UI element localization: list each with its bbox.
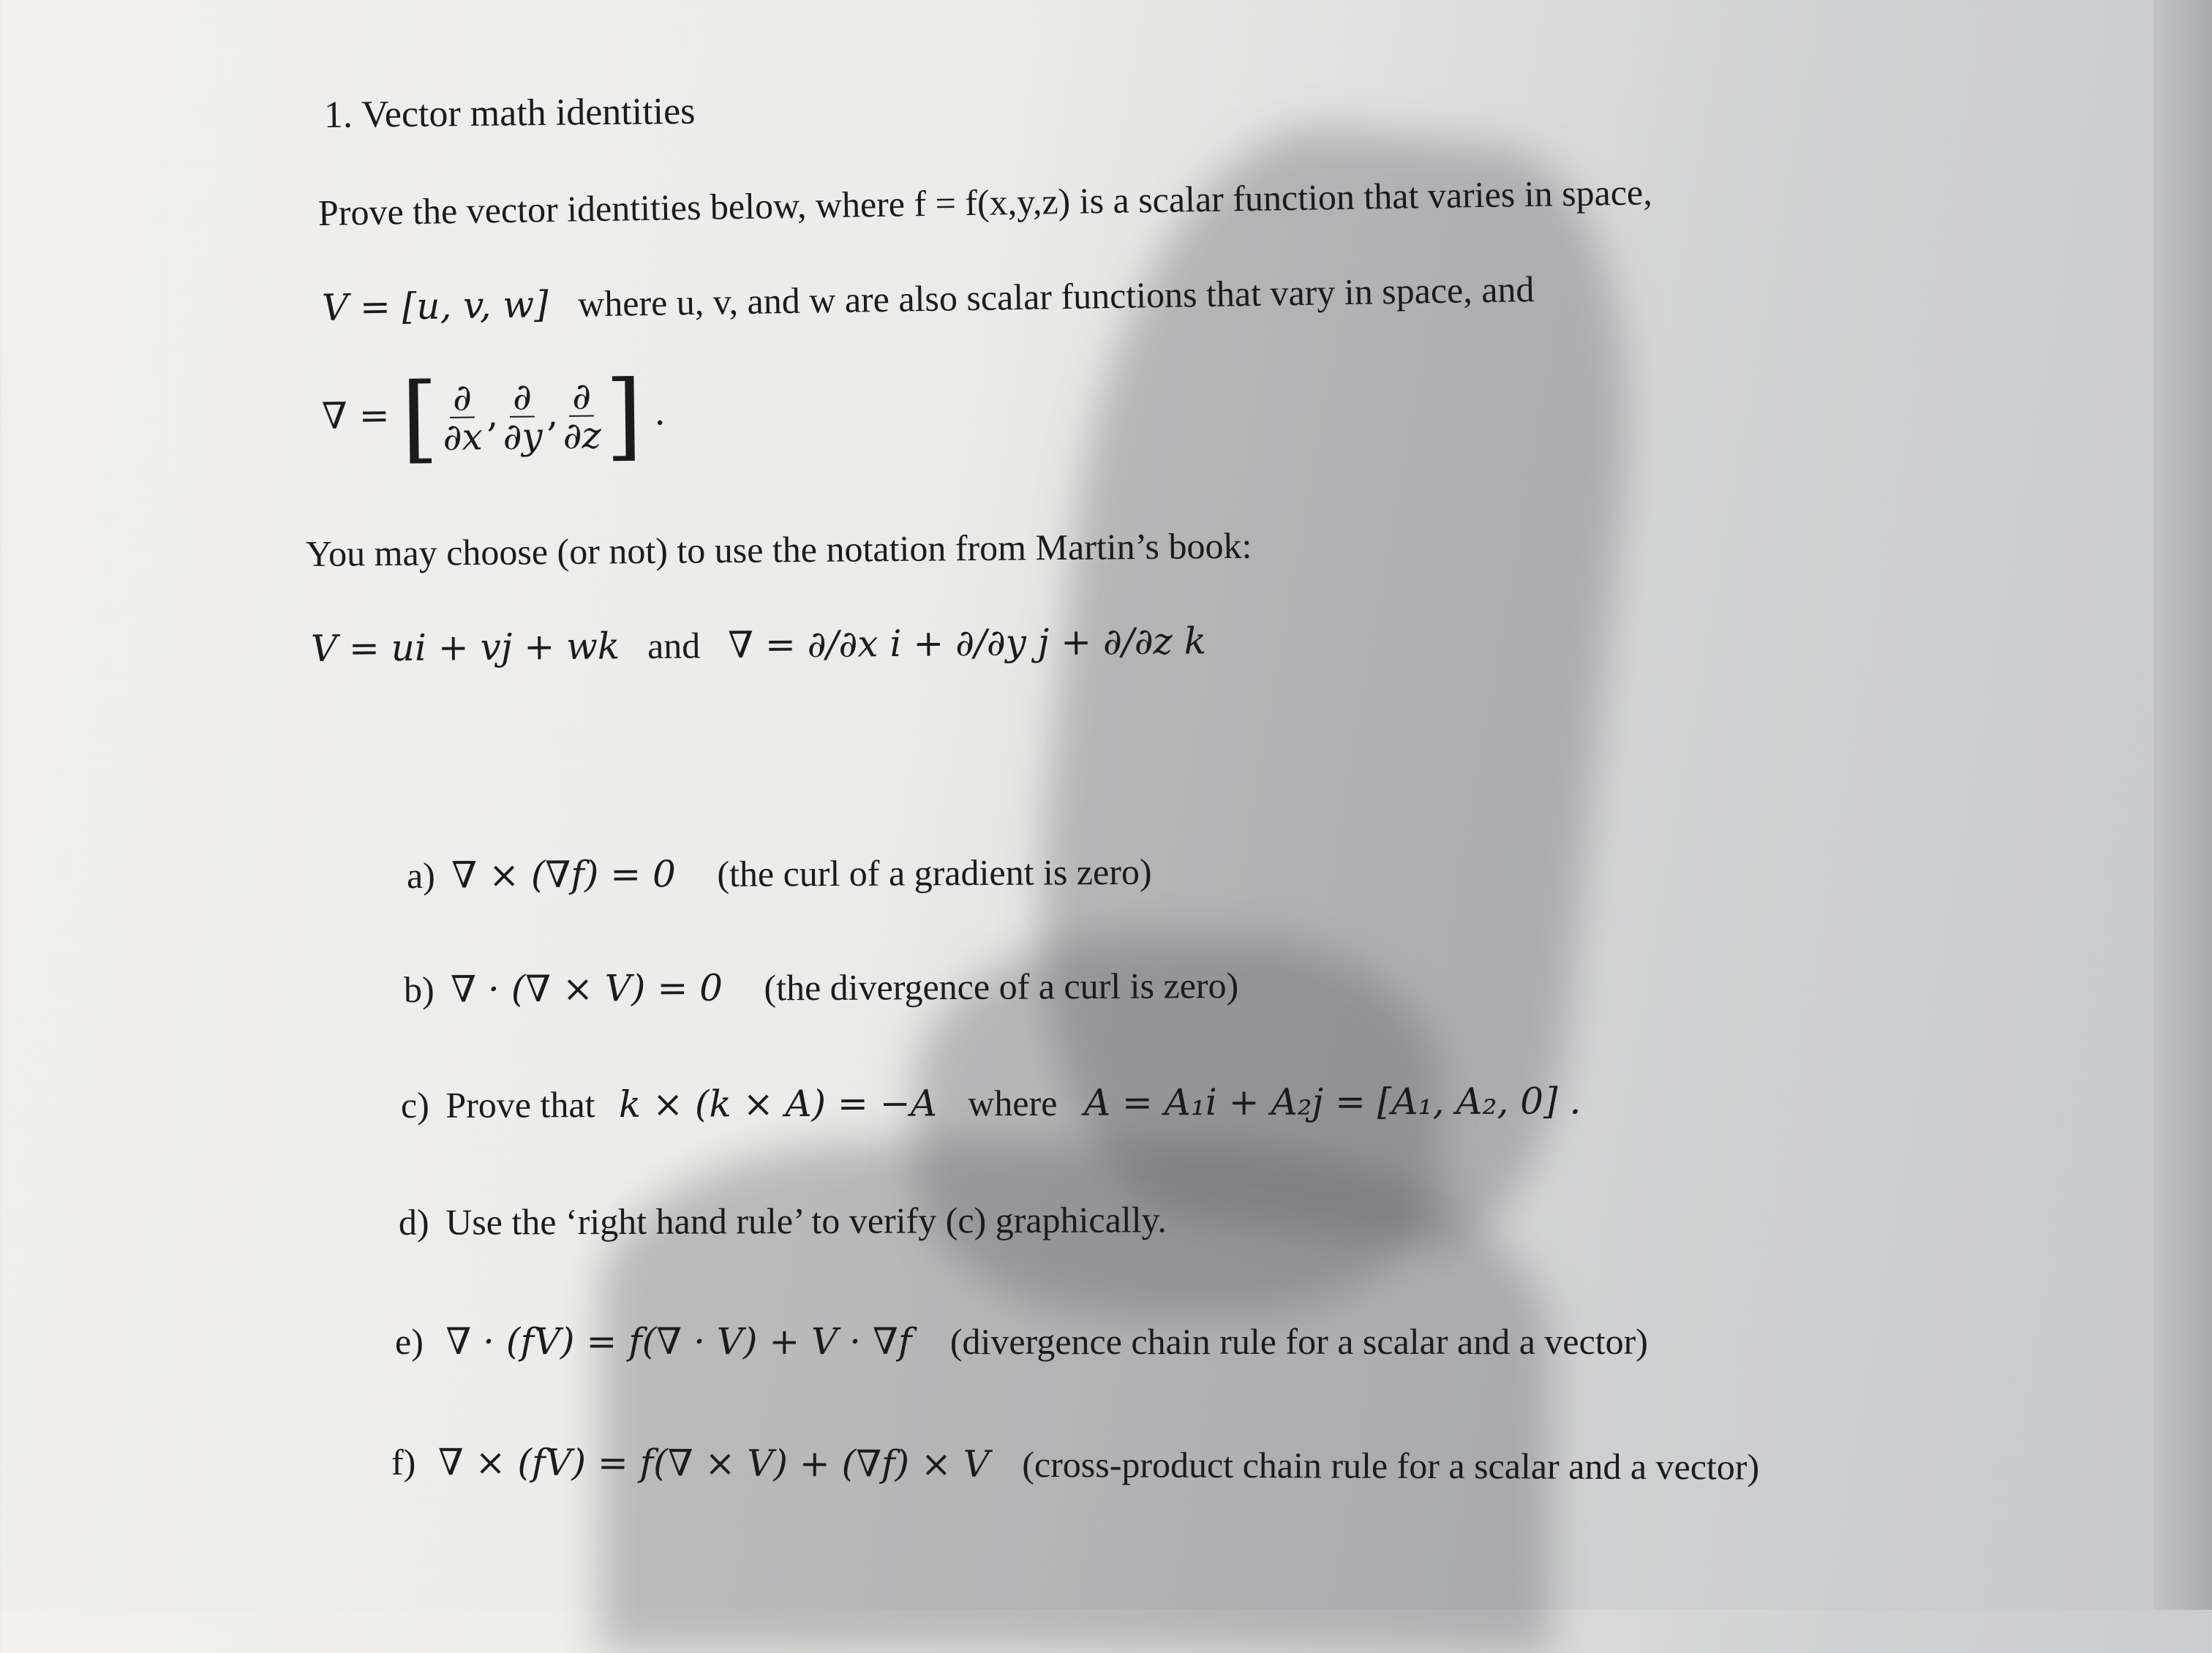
problem-a [407, 851, 1152, 897]
problem-c-equation: k × (k × A) = −A [618, 1082, 937, 1126]
v-definition-text: where u, v, and w are also scalar functions that vary in space, and [577, 268, 1535, 325]
right-bracket: ] [604, 359, 644, 472]
martin-nabla-eq: ∇ = ∂/∂x i + ∂/∂y j + ∂/∂z k [727, 620, 1207, 667]
problem-f [391, 1441, 1759, 1488]
partial-y: $\frac{\partial}{\partial y}$ [503, 374, 543, 458]
problem-c-a-definition: A = A₁i + A₂j = [A₁, A₂, 0] . [1083, 1080, 1581, 1124]
martin-and: and [647, 625, 701, 666]
problem-a-equation: ∇ × (∇f) = 0 [451, 853, 677, 897]
problem-e-label: e) [395, 1321, 424, 1362]
v-definition-eq: V = [u, v, w] [321, 283, 549, 329]
section-heading: 1. Vector math identities [323, 90, 696, 136]
problem-c-where: where [968, 1082, 1058, 1124]
partial-x: $\frac{\partial}{\partial x}$ [443, 375, 484, 459]
nabla-lhs: ∇ = [321, 394, 391, 437]
problem-d-label: d) [398, 1201, 429, 1243]
problem-f-label: f) [391, 1442, 416, 1483]
problem-b-label: b) [403, 968, 434, 1010]
problem-f-note: (cross-product chain rule for a scalar and a vector) [1022, 1444, 1760, 1488]
intro-line-1: Prove the vector identities below, where f = f(x,y,z) is a scalar function that varies in space, [317, 171, 1653, 233]
problem-f-equation: ∇ × (fV) = f(∇ × V) + (∇f) × V [437, 1441, 990, 1486]
partial-z: $\frac{\partial}{\partial z}$ [563, 374, 602, 457]
left-bracket: [ [400, 362, 440, 474]
problem-e-note: (divergence chain rule for a scalar and a vector) [949, 1321, 1648, 1362]
problem-e [395, 1320, 1648, 1363]
problem-a-label: a) [406, 854, 435, 896]
problem-c [401, 1080, 1581, 1126]
vector-definition [322, 268, 1535, 329]
martin-notation [311, 620, 1207, 670]
problem-b-note: (the divergence of a curl is zero) [764, 965, 1239, 1009]
martin-note: You may choose (or not) to use the notation from Martin’s book: [305, 524, 1252, 574]
problem-c-label: c) [400, 1084, 429, 1126]
problem-c-text: Prove that [445, 1084, 595, 1126]
problem-b-equation: ∇ · (∇ × V) = 0 [451, 966, 723, 1011]
problem-b [404, 964, 1239, 1011]
problem-d [399, 1198, 1167, 1243]
problem-a-note: (the curl of a gradient is zero) [717, 851, 1152, 895]
problem-d-text: Use the ‘right hand rule’ to verify (c) graphically. [445, 1199, 1167, 1243]
martin-v-eq: V = ui + vj + wk [310, 625, 620, 670]
nabla-definition: ∇ = [ $\frac{\partial}{\partial x}$ , $\frac{\partial}{\partial y}$ , $\frac{\partial}{\partial z}$ ] . [321, 359, 666, 474]
problem-e-equation: ∇ · (fV) = f(∇ · V) + V · ∇f [445, 1320, 912, 1363]
